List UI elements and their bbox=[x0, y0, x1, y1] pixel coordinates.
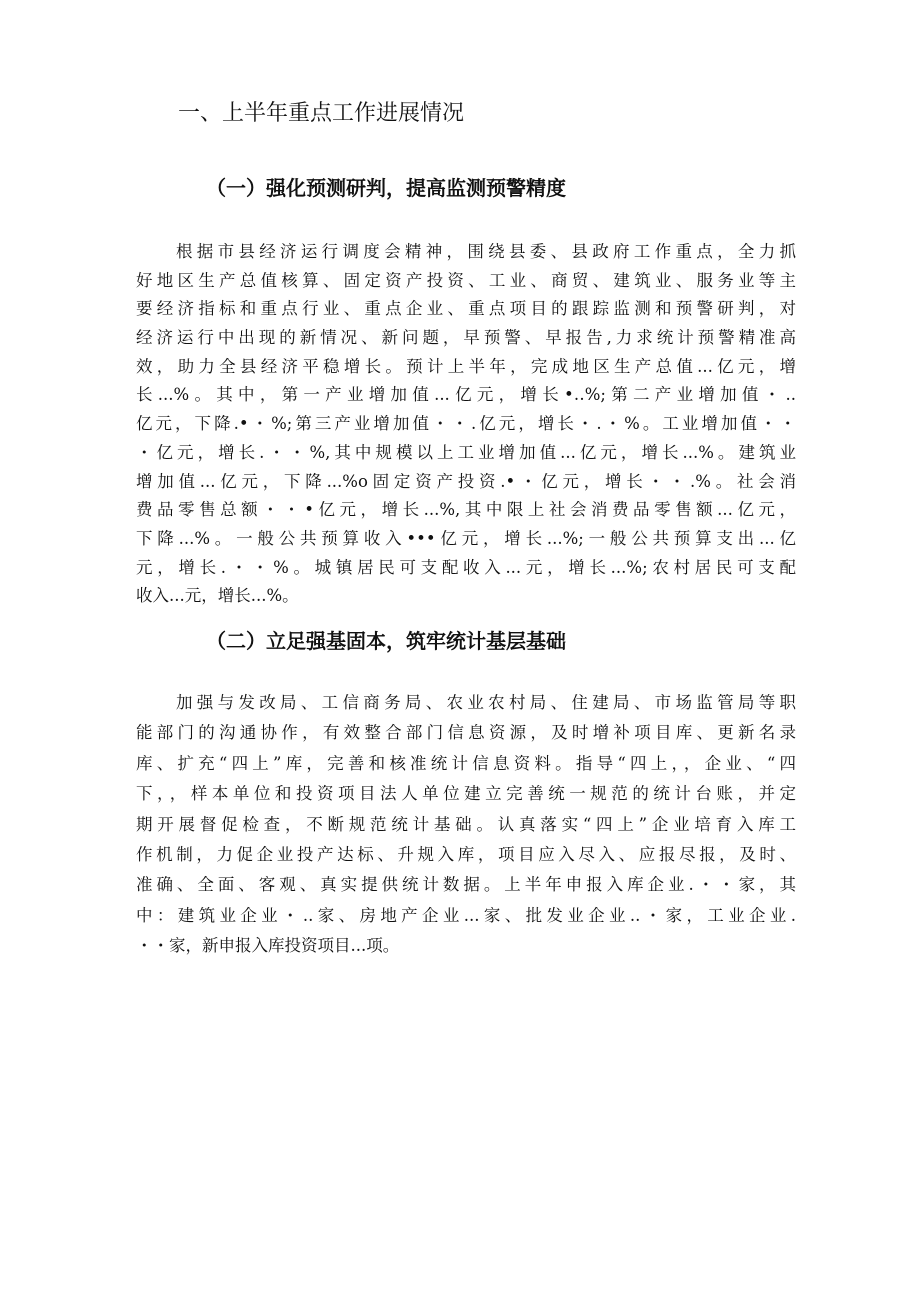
paragraph-line: 效，助力全县经济平稳增长。预计上半年，完成地区生产总值...亿元，增 bbox=[136, 356, 796, 376]
heading-first-half-progress: 一、上半年重点工作进展情况 bbox=[178, 101, 465, 126]
paragraph-line: 经济运行中出现的新情况、新问题，早预警、早报告,力求统计预警精准高 bbox=[136, 328, 796, 348]
paragraph-line: 费品零售总额・・•亿元，增长...%,其中限上社会消费品零售额...亿元， bbox=[136, 500, 796, 520]
paragraph-line: ・・家，新申报入库投资项目...项。 bbox=[136, 936, 400, 956]
paragraph-line: 准确、全面、客观、真实提供统计数据。上半年申报入库企业.・・家，其 bbox=[136, 875, 796, 895]
paragraph-line: 作机制，力促企业投产达标、升规入库，项目应入尽入、应报尽报，及时、 bbox=[136, 844, 796, 864]
paragraph-line: 下降...%。一般公共预算收入•••亿元，增长...%;一般公共预算支出...亿 bbox=[136, 528, 796, 548]
paragraph-line: 增加值...亿元，下降...%o固定资产投资.•・亿元，增长・・.%。社会消 bbox=[136, 471, 796, 491]
paragraph-line: 期开展督促检查，不断规范统计基础。认真落实“四上”企业培育入库工 bbox=[136, 814, 796, 834]
paragraph-line: 元，增长.・・%。城镇居民可支配收入...元，增长...%;农村居民可支配 bbox=[136, 557, 796, 577]
paragraph-grassroots bbox=[136, 688, 796, 962]
paragraph-forecast bbox=[136, 238, 796, 611]
paragraph-line: 要经济指标和重点行业、重点企业、重点项目的跟踪监测和预警研判，对 bbox=[136, 299, 796, 319]
paragraph-line: 好地区生产总值核算、固定资产投资、工业、商贸、建筑业、服务业等主 bbox=[136, 270, 796, 290]
section-title-grassroots: （二）立足强基固本，筑牢统计基层基础 bbox=[206, 629, 566, 653]
paragraph-line: 中：建筑业企业・..家、房地产企业...家、批发业企业..・家，工业企业. bbox=[136, 905, 796, 925]
paragraph-line: 加强与发改局、工信商务局、农业农村局、住建局、市场监管局等职 bbox=[176, 693, 796, 712]
paragraph-line: ・亿元，增长.・・%,其中规模以上工业增加值...亿元，增长...%。建筑业 bbox=[136, 442, 796, 462]
paragraph-line: 库、扩充“四上”库，完善和核准统计信息资料。指导“四上，，企业、“四 bbox=[136, 753, 796, 773]
paragraph-line: 亿元，下降.•・%;第三产业增加值・・.亿元，增长・.・%。工业增加值・・ bbox=[136, 414, 796, 434]
paragraph-line: 能部门的沟通协作，有效整合部门信息资源，及时增补项目库、更新名录 bbox=[136, 723, 796, 743]
paragraph-line: 长...%。其中，第一产业增加值...亿元，增长•‥%;第二产业增加值・.. bbox=[136, 385, 796, 405]
paragraph-line: 下，，样本单位和投资项目法人单位建立完善统一规范的统计台账，并定 bbox=[136, 784, 796, 804]
paragraph-line: 根据市县经济运行调度会精神，围绕县委、县政府工作重点，全力抓 bbox=[176, 242, 796, 261]
paragraph-line: 收入...元，增长...%。 bbox=[136, 586, 299, 606]
section-title-forecast: （一）强化预测研判，提高监测预警精度 bbox=[206, 176, 566, 200]
